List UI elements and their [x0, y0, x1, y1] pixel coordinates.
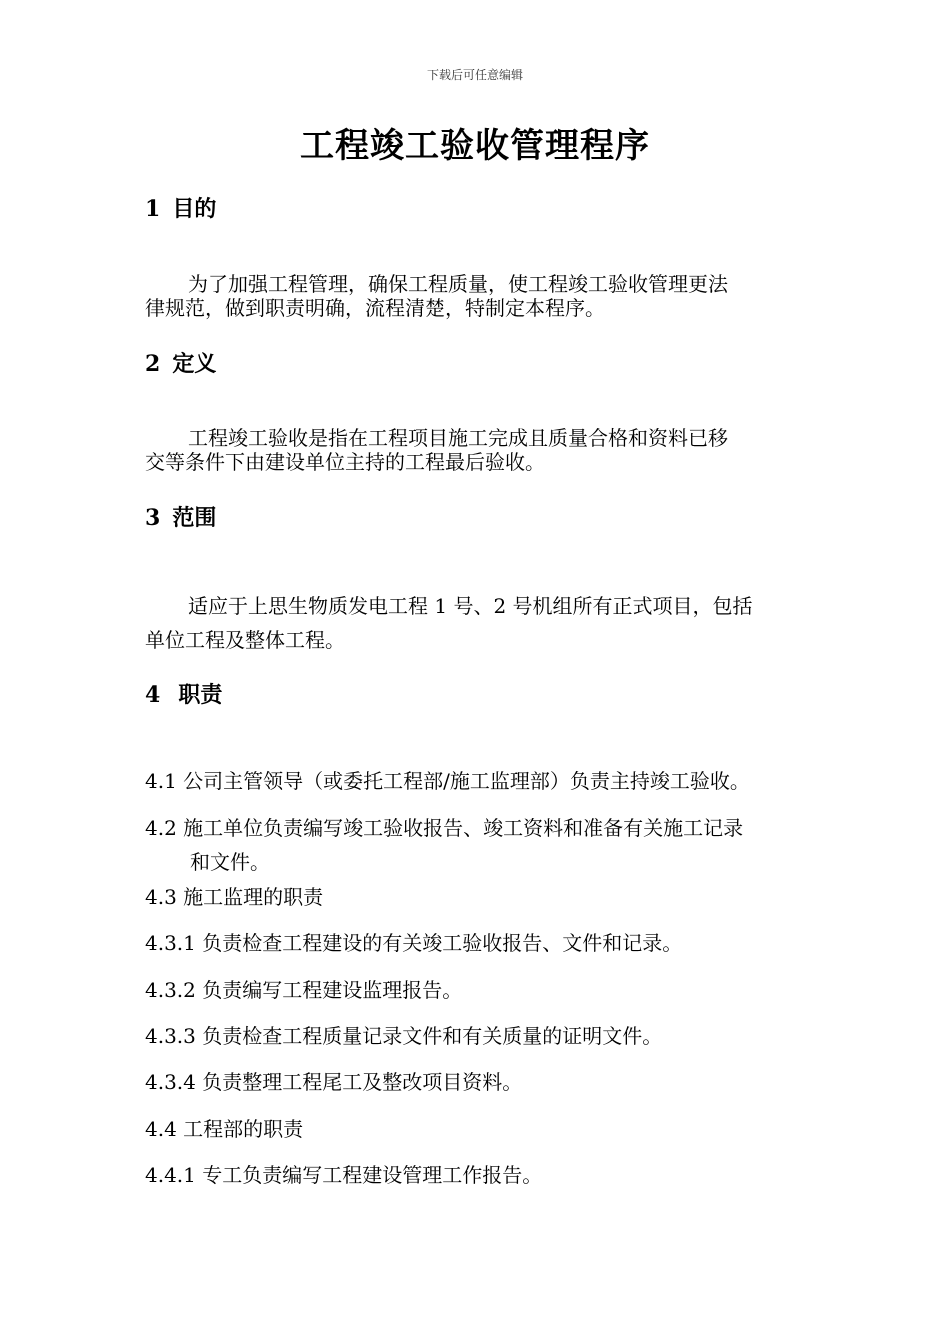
section-heading-responsibilities [145, 678, 222, 709]
section-paragraph-scope [145, 589, 810, 657]
paragraph-line: 为了加强工程管理，确保工程质量，使工程竣工验收管理更法 [188, 272, 728, 296]
duty-item [145, 926, 810, 960]
duty-item [145, 764, 810, 798]
paragraph-line: 单位工程及整体工程。 [145, 628, 345, 652]
section-title: 职责 [178, 682, 223, 708]
duty-number: 4.2 [145, 816, 177, 840]
section-heading-scope [145, 501, 216, 532]
section-number: 1 [145, 196, 161, 222]
duty-text: 公司主管领导（或委托工程部/施工监理部）负责主持竣工验收。 [183, 769, 750, 793]
duty-item [145, 1065, 810, 1099]
duty-item [145, 1112, 810, 1146]
section-title: 目的 [172, 196, 217, 222]
section-number: 4 [145, 682, 161, 708]
duty-number: 4.1 [145, 769, 177, 793]
section-number: 3 [145, 505, 161, 531]
paragraph-line: 律规范，做到职责明确，流程清楚，特制定本程序。 [145, 296, 605, 320]
paragraph-line: 交等条件下由建设单位主持的工程最后验收。 [145, 450, 545, 474]
duty-item [145, 1158, 810, 1192]
section-paragraph-purpose [145, 272, 810, 320]
duty-text: 施工单位负责编写竣工验收报告、竣工资料和准备有关施工记录 [183, 816, 744, 840]
duty-item [145, 880, 810, 914]
duty-text: 负责编写工程建设监理报告。 [202, 978, 463, 1002]
duty-number: 4.4 [145, 1117, 177, 1141]
section-title: 范围 [172, 505, 217, 531]
duty-number: 4.3 [145, 885, 177, 909]
paragraph-line: 适应于上思生物质发电工程 1 号、2 号机组所有正式项目，包括 [188, 594, 753, 618]
duty-item [145, 973, 810, 1007]
section-heading-purpose [145, 192, 216, 223]
duty-text: 负责检查工程建设的有关竣工验收报告、文件和记录。 [202, 931, 683, 955]
duty-text: 负责整理工程尾工及整改项目资料。 [202, 1070, 523, 1094]
duty-number: 4.4.1 [145, 1163, 196, 1187]
duty-text: 专工负责编写工程建设管理工作报告。 [202, 1163, 543, 1187]
section-heading-definition [145, 347, 216, 378]
duty-number: 4.3.2 [145, 978, 196, 1002]
duty-text: 负责检查工程质量记录文件和有关质量的证明文件。 [202, 1024, 663, 1048]
duty-item [145, 1019, 810, 1053]
duty-number: 4.3.3 [145, 1024, 196, 1048]
document-title: 工程竣工验收管理程序 [300, 126, 650, 166]
section-title: 定义 [172, 351, 217, 377]
duty-text: 施工监理的职责 [183, 885, 324, 909]
section-paragraph-definition [145, 426, 810, 474]
duty-number: 4.3.4 [145, 1070, 196, 1094]
paragraph-line: 工程竣工验收是指在工程项目施工完成且质量合格和资料已移 [188, 426, 728, 450]
duty-continuation: 和文件。 [190, 850, 270, 874]
header-note: 下载后可任意编辑 [426, 68, 523, 82]
duty-item [145, 811, 810, 879]
section-number: 2 [145, 351, 161, 377]
duty-number: 4.3.1 [145, 931, 196, 955]
duty-text: 工程部的职责 [183, 1117, 304, 1141]
